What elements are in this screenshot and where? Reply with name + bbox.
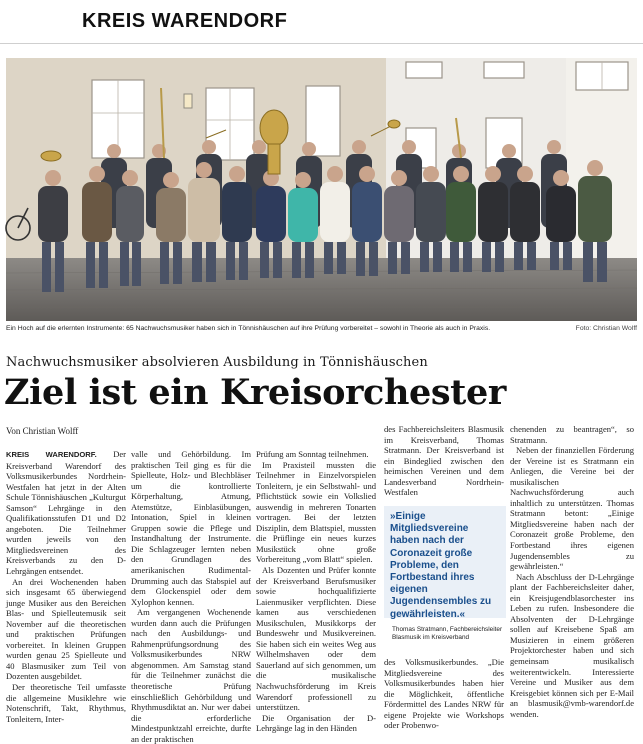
article-headline: Ziel ist ein Kreisorchester — [4, 372, 506, 413]
group-photo — [6, 58, 637, 321]
article-byline: Von Christian Wolff — [6, 426, 79, 436]
paragraph: des Fachbereichsleiters Blasmusik im Kreisverband, Thomas Stratmann. Der Kreisverband ist ein Bindeglied zwischen den heimischen Vereinen und dem Landesverband Nordrhein-Westfalen — [384, 424, 504, 498]
section-title: KREIS WARENDORF — [82, 10, 288, 32]
article-column-2 — [131, 449, 251, 744]
article-column-4 — [384, 424, 504, 502]
photo-caption — [6, 325, 637, 339]
paragraph: Im Praxisteil mussten die Teilnehmer in Einzelvorspielen Tonleitern, je ein Selbstwahl- und Pflichtstück sowie ein Volkslied auswendig in mehreren Tonarten vortragen. Bei der letzten Disziplin, dem Blattspiel, mussten die Prüflinge ein neues kurzes Musikstück ohne große Vorbereitung „vom Blatt“ spielen. — [256, 459, 376, 565]
article-column-5 — [510, 424, 634, 736]
paragraph: Der theoretische Teil umfasste die allgemeine Musiklehre wie Notenschrift, Takt, Rhythmus, Tonleitern, Inter- — [6, 682, 126, 724]
paragraph — [6, 449, 126, 577]
pull-quote-text: »Einige Mitgliedsvereine haben nach der Coronazeit große Probleme, den Fortbestand ihres eigenen Jugendensembles zu gewährleisten.« — [390, 511, 492, 620]
paragraph: An drei Wochenenden haben sich insgesamt 65 überwiegend junge Musiker aus den Bereichen Blas- und Spielleutemusik seit November auf die theoretischen und praktischen Prüfungen vorbereitet. In kleinen Gruppen wurden genau 25 Spielleute und 40 Blasmusiker zum Teil von Dozenten ausgebildet. — [6, 576, 126, 682]
paragraph: Am vergangenen Wochenende wurden dann auch die Prüfungen nach den Ausbildungs- und Rahmenprüfungsordnung des Volksmusikerbundes NRW abgenommen. Am Samstag stand für die Teilnehmer zunächst die theoretische Prüfung einschließlich Gehörbildung und Rhythmusdiktat an. Nur wer dabei die erforderliche Mindestpunktzahl erreichte, durfte an der praktischen — [131, 607, 251, 744]
article-column-3 — [256, 449, 376, 735]
section-header — [0, 0, 643, 44]
article-kicker: Nachwuchsmusiker absolvieren Ausbildung in Tönnishäuschen — [6, 355, 428, 370]
paragraph: Die Organisation der D-Lehrgänge lag in den Händen — [256, 712, 376, 734]
photo-credit: Foto: Christian Wolff — [575, 325, 637, 332]
paragraph: chenenden zu beantragen“, so Stratmann. — [510, 424, 634, 445]
paragraph: valle und Gehörbildung. Im praktischen Teil ging es für die Spielleute, Holz- und Blechbläser um die kontrollierte Körperhaltung, Atmung, Atemstütze, Einblasübungen, Intonation, Spiel in kleinen Gruppen sowie die Pflege und Instandhaltung der Instrumente. Die Schlagzeuger lernten neben den Grundlagen des amerikanischen Rudimental-Drumming auch das Stabspiel auf dem Glockenspiel oder dem Xylophon kennen. — [131, 449, 251, 607]
caption-text: Ein Hoch auf die erlernten Instrumente: 65 Nachwuchsmusiker haben sich in Tönnishäuschen auf ihre Prüfung vorbereitet – sowohl in Theorie als auch in Praxis. — [6, 325, 491, 332]
paragraph: Nach Abschluss der D-Lehrgänge plant der Fachbereichsleiter daher, ein Kreisjugendblasorchester ins Leben zu rufen. Insbesondere die Absolventen der D-Lehrgänge sollen auf Kreisebene Spaß am Musizieren in einem größeren Projektorchester haben und sich gemeinsam musikalisch weiterentwickeln. Interessierte Vereine und Musiker aus dem Kreisgebiet können sich per E-Mail an blasmusik@vmb-warendorf.de wenden. — [510, 571, 634, 719]
article-column-4-continued — [384, 657, 504, 737]
article-column-1 — [6, 449, 126, 735]
paragraph: des Volksmusikerbundes. „Die Mitgliedsvereine des Volksmusikerbundes haben hier die Möglichkeit, öffentliche Fördermittel des Landes NRW für eigene Projekte wie Workshops oder Probenwo- — [384, 657, 504, 731]
paragraph: Neben der finanziellen Förderung der Vereine ist es Stratmann ein Anliegen, die Vereine bei der musikalischen Nachwuchsförderung auch inhaltlich zu unterstützen. Thomas Stratmann betont: „Einige Mitgliedsvereine haben nach der Coronazeit große Probleme, den Fortbestand ihres eigenen Jugendensembles zu gewährleisten.“ — [510, 445, 634, 572]
pull-quote-attribution: Thomas Stratmann, Fachbereichsleiter Blasmusik im Kreisverband — [392, 626, 503, 641]
paragraph: Als Dozenten und Prüfer konnte der Kreisverband Berufsmusiker sowie hochqualifizierte Laienmusiker verpflichten. Diese kamen aus verschiedenen Musikschulen, Musikkorps der Bundeswehr und Musikvereinen. Sie haben sich ein weites Weg aus Wilhelmshaven oder dem Sauerland auf sich genommen, um die musikalische Nachwuchsförderung im Kreis Warendorf professionell zu unterstützen. — [256, 565, 376, 713]
dateline: KREIS WARENDORF. — [6, 450, 97, 459]
paragraph: Prüfung am Sonntag teilnehmen. — [256, 449, 369, 459]
paragraph-text: Der Kreisverband Warendorf des Volksmusikerbundes Nordrhein-Westfalen hat jetzt in der Alten Schule Tönnishäuschen „Kulturgut Samson“ Lehrgänge in den Qualifikationsstufen D1 und D2 angeboten. Die Teilnehmer wurden jeweils von den Mitgliedsvereinen des Kreisverbands zu den D-Lehrgängen entsendet. — [6, 449, 126, 577]
pull-quote — [384, 506, 506, 618]
